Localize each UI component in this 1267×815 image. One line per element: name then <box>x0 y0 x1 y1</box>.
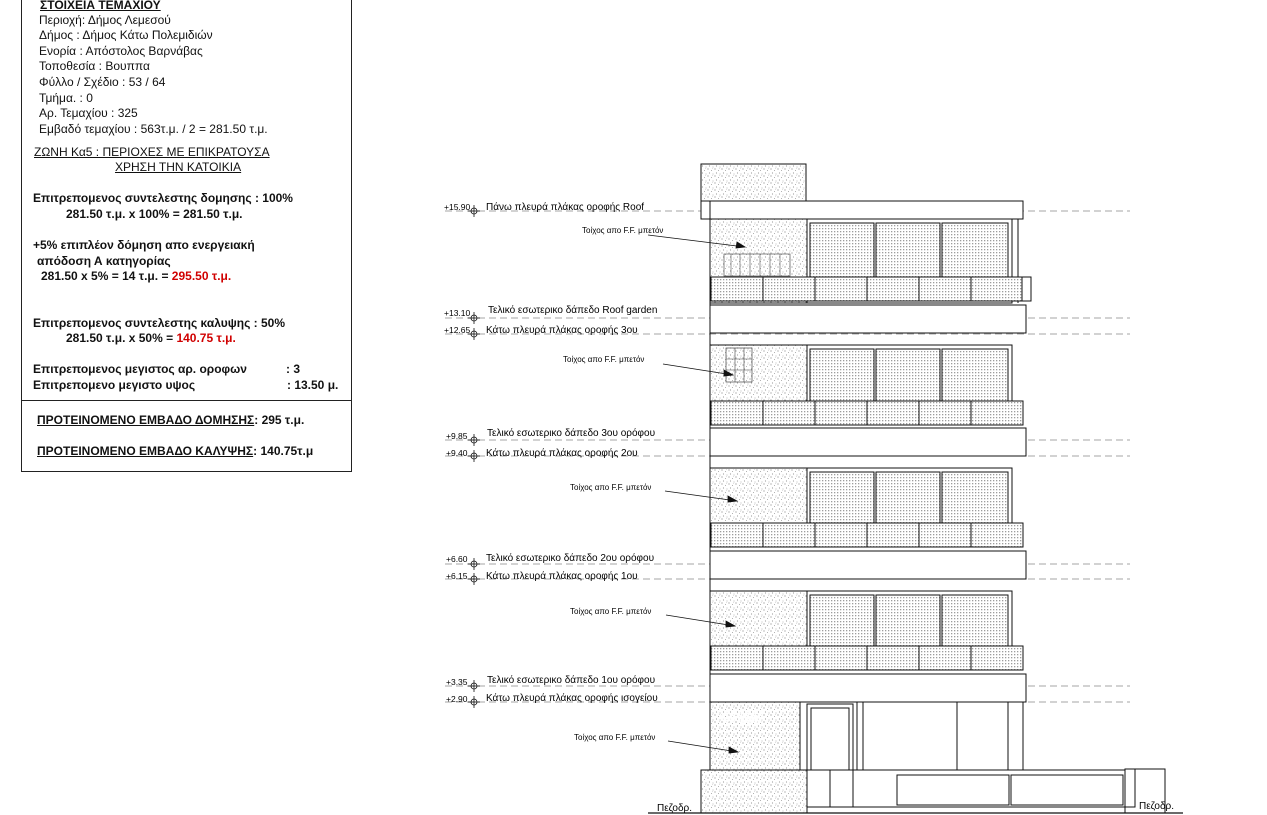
proposed-build-value: : 295 τ.μ. <box>254 413 305 427</box>
level-value: +9.85 <box>446 431 468 441</box>
max-floors-value: : 3 <box>286 362 301 376</box>
level-marker-icon <box>468 434 480 446</box>
level-marker-icon <box>468 558 480 570</box>
floor-slab-3 <box>710 305 1026 333</box>
ground-base-wall <box>701 770 807 813</box>
level-marker-icon <box>468 680 480 692</box>
window-panel <box>810 349 874 401</box>
zone-line-1: ΖΩΝΗ Κα5 : ΠΕΡΙΟΧΕΣ ΜΕ ΕΠΙΚΡΑΤΟΥΣΑ <box>34 145 270 159</box>
level-value: +12.65 <box>444 325 471 335</box>
level-value: +15.90 <box>444 202 471 212</box>
entrance-door <box>807 704 853 770</box>
level-label: Κάτω πλευρά πλάκας οροφής 2ου <box>486 448 638 459</box>
level-value: +3.35 <box>446 677 468 687</box>
info-parcel-number: Αρ. Τεμαχίου : 325 <box>39 106 138 120</box>
level-annotations <box>444 201 658 704</box>
floor-slab-2 <box>710 428 1026 456</box>
max-floors-label: Επιτρεπομενος μεγιστος αρ. οροφων <box>33 362 247 376</box>
window-panel <box>876 349 940 401</box>
cover-ratio-calc: 281.50 τ.μ. x 50% = 140.75 τ.μ. <box>66 331 236 345</box>
bonus-line-1: +5% επιπλέον δόμηση απο ενεργειακή <box>33 238 255 252</box>
boundary-wall <box>853 770 1125 807</box>
floor-slab-0 <box>710 674 1026 702</box>
level-label: Τελικό εσωτερικο δάπεδο 2ου ορόφου <box>486 553 655 564</box>
max-height-value: : 13.50 μ. <box>287 378 339 392</box>
level-marker-icon <box>468 450 480 462</box>
level-value: +13.10 <box>444 308 471 318</box>
bonus-result: 295.50 τ.μ. <box>171 269 232 283</box>
bonus-line-2: απόδοση Α κατηγορίας <box>37 254 171 268</box>
proposed-cover-label: ΠΡΟΤΕΙΝΟΜΕΝΟ ΕΜΒΑΔΟ ΚΑΛΥΨΗΣ <box>37 444 254 458</box>
proposed-build-label: ΠΡΟΤΕΙΝΟΜΕΝΟ ΕΜΒΑΔΟ ΔΟΜΗΣΗΣ <box>37 413 255 427</box>
info-section: Τμήμα. : 0 <box>39 91 93 105</box>
level-label: Κάτω πλευρά πλάκας οροφής ισογείου <box>486 693 658 704</box>
level-label: Κάτω πλευρά πλάκας οροφής 1ου <box>486 571 638 582</box>
cover-ratio-label: Επιτρεπομενος συντελεστης καλυψης : 50% <box>33 316 285 330</box>
window-panel <box>876 472 940 523</box>
info-title: ΣΤΟΙΧΕΙΑ ΤΕΜΑΧΙΟΥ <box>40 0 161 12</box>
sidewalk-label-right: Πεζοδρ. <box>1139 801 1175 812</box>
info-location: Τοποθεσία : Βουππα <box>39 59 150 73</box>
proposed-cover-value: : 140.75τ.μ <box>253 444 314 458</box>
level-label: Πάνω πλευρά πλάκας οροφής Roof <box>486 202 645 213</box>
window-panel <box>942 223 1008 277</box>
level-label: Τελικό εσωτερικο δάπεδο 3ου ορόφου <box>487 428 656 439</box>
level-value: +6.60 <box>446 554 468 564</box>
bonus-calc: 281.50 x 5% = 14 τ.μ. = 295.50 τ.μ. <box>41 269 232 283</box>
wall-note-2: Τοίχος απο F.F. μπετόν <box>563 355 645 364</box>
wall-note-1: Τοίχος απο F.F. μπετόν <box>570 483 652 492</box>
max-height-label: Επιτρεπομενο μεγιστο υψος <box>33 378 196 392</box>
window-panel <box>942 349 1008 401</box>
info-parcel-area: Εμβαδό τεμαχίου : 563τ.μ. / 2 = 281.50 τ.μ. <box>39 122 268 136</box>
brand-logo: ORION <box>721 710 764 725</box>
build-ratio-calc: 281.50 τ.μ. x 100% = 281.50 τ.μ. <box>66 207 243 221</box>
level-label: Τελικό εσωτερικο δάπεδο 1ου ορόφου <box>487 675 656 686</box>
window-panel <box>810 223 874 277</box>
roof-slab <box>701 201 1023 219</box>
cover-result: 140.75 τ.μ. <box>176 331 236 345</box>
wall-note-ground: Τοίχος απο F.F. μπετόν <box>574 733 656 742</box>
window-panel <box>810 472 874 523</box>
window-panel <box>942 595 1008 646</box>
window-panel <box>810 595 874 646</box>
floor-slab-1 <box>710 551 1026 579</box>
wall-note-0: Τοίχος απο F.F. μπετόν <box>570 607 652 616</box>
build-ratio-label: Επιτρεπομενος συντελεστης δομησης : 100% <box>33 191 293 205</box>
window-panel <box>942 472 1008 523</box>
level-label: Κάτω πλευρά πλάκας οροφής 3ου <box>486 325 638 336</box>
level-marker-icon <box>468 696 480 708</box>
window-panel <box>876 223 940 277</box>
level-label: Τελικό εσωτερικο δάπεδο Roof garden <box>488 305 658 316</box>
wall-note-3: Τοίχος απο F.F. μπετόν <box>582 226 664 235</box>
level-value: +9.40 <box>446 448 468 458</box>
roof-stair-core <box>701 164 806 201</box>
level-value: +6.15 <box>446 571 468 581</box>
sidewalk-label-left: Πεζοδρ. <box>657 803 693 814</box>
level-value: +2.90 <box>446 694 468 704</box>
info-region: Περιοχή: Δήμος Λεμεσού <box>39 13 171 27</box>
zone-line-2: ΧΡΗΣΗ ΤΗΝ ΚΑΤΟΙΚΙΑ <box>115 160 242 174</box>
window-panel <box>876 595 940 646</box>
level-marker-icon <box>468 573 480 585</box>
info-parish: Ενορία : Απόστολος Βαρνάβας <box>39 44 203 58</box>
info-municipality: Δήμος : Δήμος Κάτω Πολεμιδιών <box>39 28 213 42</box>
info-sheet-plan: Φύλλο / Σχέδιο : 53 / 64 <box>39 75 166 89</box>
level-markers <box>468 205 480 708</box>
